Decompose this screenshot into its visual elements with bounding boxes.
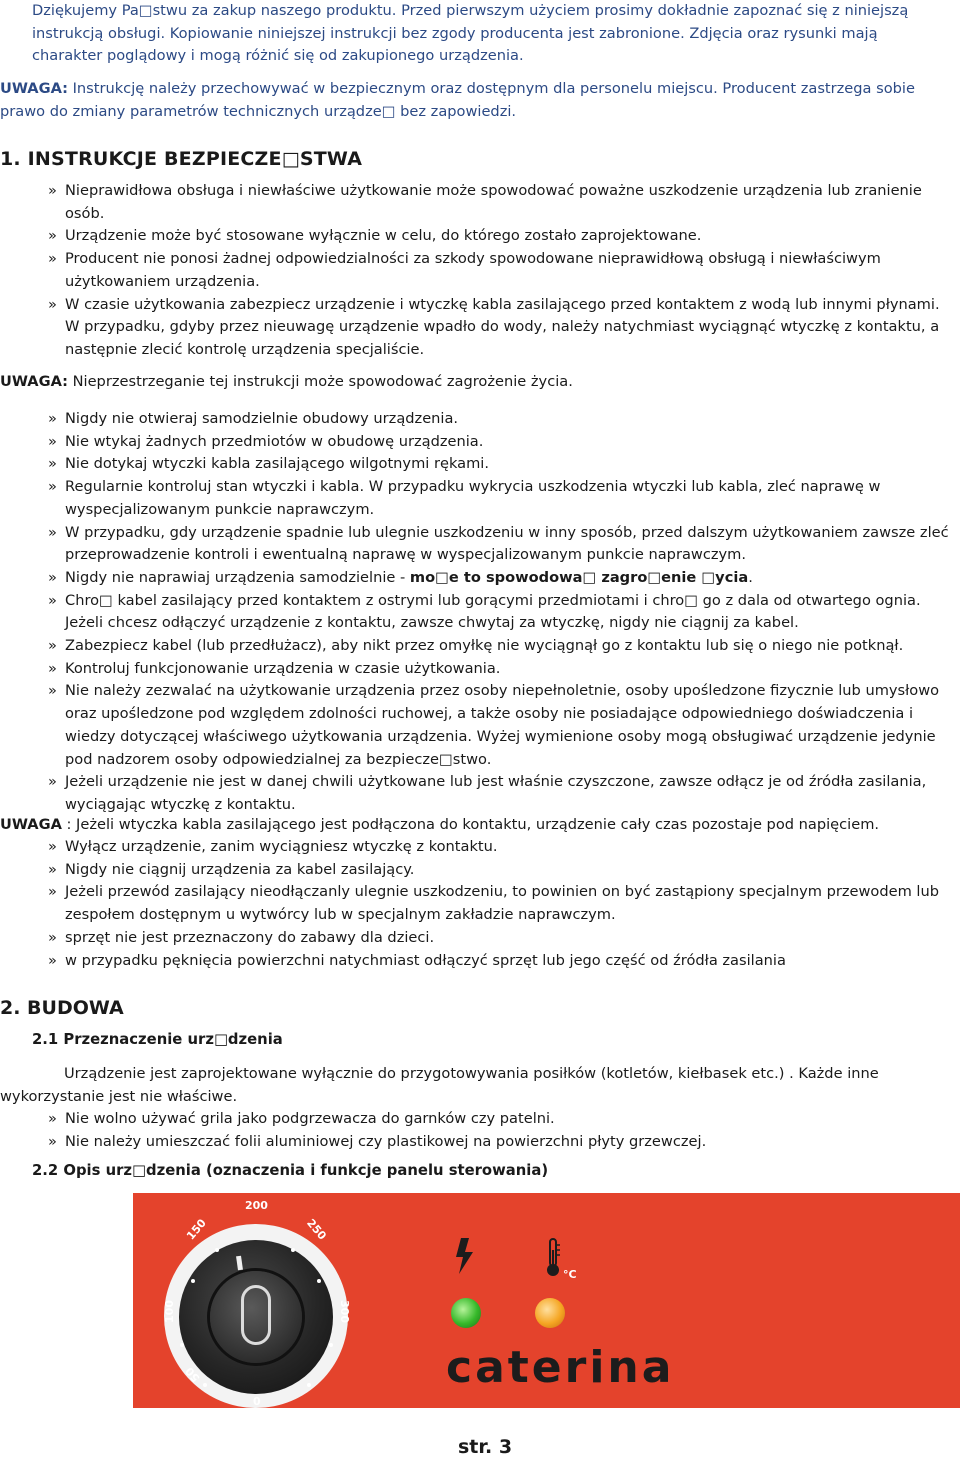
list-item: » Producent nie ponosi żadnej odpowiedzialności za szkody spowodowane nieprawidłową obsługą i niewłaściwym użytkowaniem urządzenia. — [48, 248, 958, 293]
warning-text: : Jeżeli wtyczka kabla zasilającego jest podłączona do kontaktu, urządzenie cały czas pozostaje pod napięciem. — [61, 816, 880, 833]
warning-label: UWAGA — [0, 816, 62, 833]
scale-label-100: 100 — [162, 1300, 176, 1323]
degree-celsius-label: °C — [563, 1268, 577, 1281]
section-2-1-heading: 2.1 Przeznaczenie urz□dzenia — [32, 1031, 283, 1048]
scale-dot — [291, 1248, 295, 1252]
warning-text: Instrukcję należy przechowywać w bezpiecznym oraz dostępnym dla personelu miejscu. Producent zastrzega sobie prawo do zmiany parametrów technicznych urządze□ bez zapowiedzi. — [0, 80, 915, 120]
safety-list-3 — [48, 836, 958, 972]
intro-paragraph — [32, 0, 932, 68]
list-item: » Nie wtykaj żadnych przedmiotów w obudowę urządzenia. — [48, 431, 958, 454]
warning-life — [0, 371, 950, 394]
thermometer-icon — [545, 1238, 561, 1278]
list-item: » sprzęt nie jest przeznaczony do zabawy dla dzieci. — [48, 927, 958, 950]
list-item: » w przypadku pęknięcia powierzchni natychmiast odłączyć sprzęt lub jego część od źródła zasilania — [48, 950, 958, 973]
list-item-end: . — [748, 568, 753, 586]
list-item: » Jeżeli przewód zasilający nieodłączanly ulegnie uszkodzeniu, to powinien on być zastąpiony specjalnym przewodem lub zespołem dostępnym u wytwórcy lub w specjalnym zakładzie naprawczym. — [48, 881, 958, 926]
list-item: » Nie wolno używać grila jako podgrzewacza do garnków czy patelni. — [48, 1108, 958, 1131]
list-item: » Nie należy umieszczać folii aluminiowej czy plastikowej na powierzchni płyty grzewczej. — [48, 1131, 958, 1154]
list-item: » Kontroluj funkcjonowanie urządzenia w czasie użytkowania. — [48, 658, 958, 681]
safety-list-1 — [48, 180, 958, 362]
scale-label-250: 250 — [304, 1216, 329, 1243]
scale-dot — [203, 1383, 207, 1387]
list-item: » Nigdy nie otwieraj samodzielnie obudowy urządzenia. — [48, 408, 958, 431]
purpose-list — [48, 1108, 958, 1153]
section-2-heading: 2. BUDOWA — [0, 997, 124, 1019]
scale-label-300: 300 — [337, 1300, 351, 1323]
list-item: » Nigdy nie ciągnij urządzenia za kabel zasilający. — [48, 859, 958, 882]
lightning-bolt-icon — [455, 1238, 475, 1274]
section-1-heading: 1. INSTRUKCJE BEZPIECZE□STWA — [0, 148, 363, 170]
warning-text: Nieprzestrzeganie tej instrukcji może spowodować zagrożenie życia. — [67, 373, 573, 390]
scale-dot — [307, 1383, 311, 1387]
list-item: » Nie dotykaj wtyczki kabla zasilającego wilgotnymi rękami. — [48, 453, 958, 476]
scale-dot — [317, 1279, 321, 1283]
list-item: » W czasie użytkowania zabezpiecz urządzenie i wtyczkę kabla zasilającego przed kontaktem z wodą lub innymi płynami. W przypadku, gdyby przez nieuwagę urządzenie wpadło do wody, należy natychmiast wyciągnąć wtyczkę z kontaktu, a następnie zlecić kontrolę urządzenia specjaliście. — [48, 294, 958, 362]
list-item-never-repair — [48, 567, 958, 590]
list-item: » W przypadku, gdy urządzenie spadnie lub ulegnie uszkodzeniu w inny sposób, przed dalszym użytkowaniem zawsze zleć przeprowadzenie kontroli i ewentualną naprawę w wyspecjalizowanym punkcie naprawczym. — [48, 522, 958, 567]
warning-storage — [0, 78, 945, 123]
warning-label: UWAGA: — [0, 373, 68, 390]
safety-list-2 — [48, 408, 958, 817]
list-item: » Chro□ kabel zasilający przed kontaktem z ostrymi lub gorącymi przedmiotami i chro□ go z dala od otwartego ognia. Jeżeli chcesz odłączyć urządzenie z kontaktu, zawsze chwytaj za wtyczkę, nigdy nie ciągnij za kabel. — [48, 590, 958, 635]
scale-label-0: 0 — [253, 1395, 261, 1408]
list-item: » Urządzenie może być stosowane wyłącznie w celu, do którego zostało zaprojektowane. — [48, 225, 958, 248]
list-item: » Jeżeli urządzenie nie jest w danej chwili użytkowane lub jest właśnie czyszczone, zawsze odłącz je od źródła zasilania, wyciągając wtyczkę z kontaktu. — [48, 771, 958, 816]
scale-dot — [215, 1248, 219, 1252]
list-item-text: Nigdy nie naprawiaj urządzenia samodzielnie - — [65, 568, 410, 586]
intro-text: Dziękujemy Pa□stwu za zakup naszego produktu. Przed pierwszym użyciem prosimy dokładnie zapoznać się z niniejszą instrukcją obsługi. Kopiowanie niniejszej instrukcji bez zgody producenta jest zabronione. Zdjęcia oraz rysunki mają charakter poglądowy i mogą różnić się od zakupionego urządzenia. — [32, 2, 909, 65]
section-2-2-heading: 2.2 Opis urz□dzenia (oznaczenia i funkcje panelu sterowania) — [32, 1162, 549, 1179]
purpose-paragraph: Urządzenie jest zaprojektowane wyłącznie do przygotowywania posiłków (kotletów, kiełbasek etc.) . Każde inne wykorzystanie jest nie właściwe. — [0, 1065, 879, 1105]
heating-indicator-light — [535, 1298, 565, 1328]
brand-logo: caterina — [446, 1342, 675, 1393]
scale-label-50: 50 — [182, 1364, 203, 1385]
list-item: » Regularnie kontroluj stan wtyczki i kabla. W przypadku wykrycia uszkodzenia wtyczki lub kabla, zleć naprawę w wyspecjalizowanym punkcie naprawczym. — [48, 476, 958, 521]
scale-label-200: 200 — [245, 1199, 268, 1212]
list-item: » Nie należy zezwalać na użytkowanie urządzenia przez osoby niepełnoletnie, osoby upośledzone fizycznie lub umysłowo oraz upośledzone pod względem zdolności ruchowej, a także osoby nie posiadające odpowiedniego doświadczenia i wiedzy dotyczącej właściwego użytkowania urządzenia. Wyżej wymienione osoby mogą obsługiwać urządzenie jedynie pod nadzorem osoby odpowiedzialnej za bezpiecze□stwo. — [48, 680, 958, 771]
knob-grip — [241, 1285, 271, 1345]
control-panel-illustration — [133, 1193, 960, 1408]
scale-label-150: 150 — [184, 1216, 209, 1243]
list-item-bold-text: mo□e to spowodowa□ zagro□enie □ycia — [409, 568, 749, 586]
list-item: » Wyłącz urządzenie, zanim wyciągniesz wtyczkę z kontaktu. — [48, 836, 958, 859]
scale-dot — [191, 1279, 195, 1283]
warning-voltage — [0, 814, 950, 837]
list-item: » Nieprawidłowa obsługa i niewłaściwe użytkowanie może spowodować poważne uszkodzenie urządzenia lub zranienie osób. — [48, 180, 958, 225]
scale-dot — [329, 1343, 333, 1347]
warning-label: UWAGA: — [0, 80, 68, 97]
page-number: str. 3 — [458, 1436, 513, 1458]
scale-dot — [180, 1343, 184, 1347]
power-indicator-light — [451, 1298, 481, 1328]
list-item: » Zabezpiecz kabel (lub przedłużacz), aby nikt przez omyłkę nie wyciągnął go z kontaktu lub się o niego nie potknął. — [48, 635, 958, 658]
